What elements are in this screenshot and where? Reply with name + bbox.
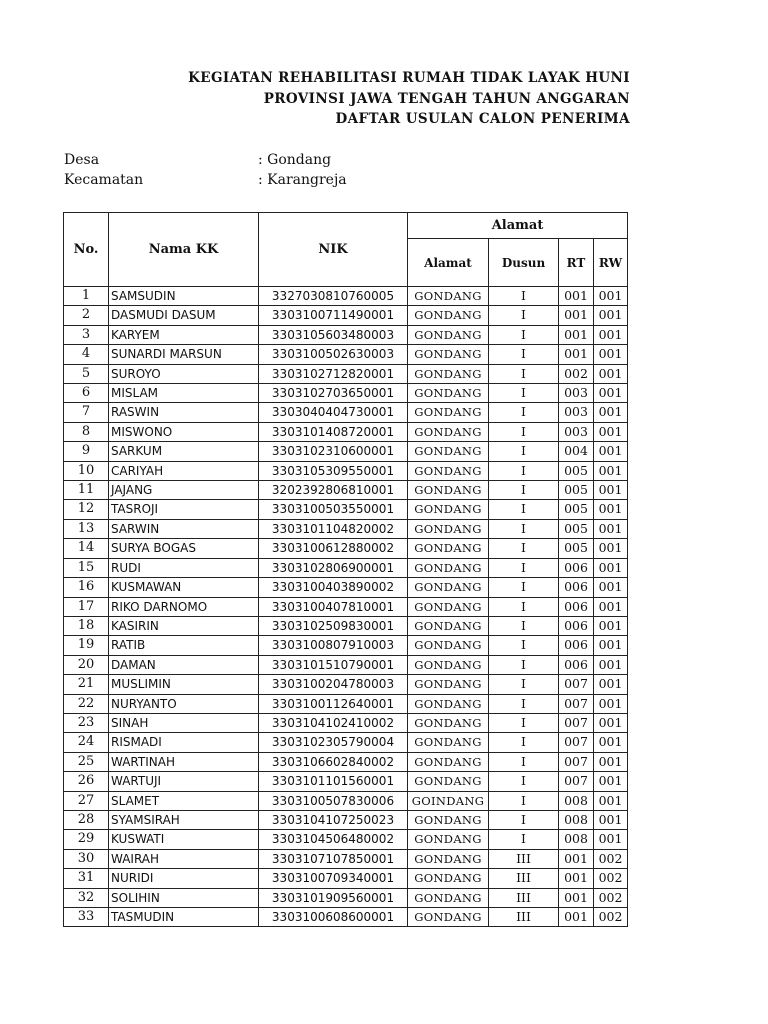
cell-dusun: III	[489, 869, 559, 888]
cell-row-number: 9	[64, 442, 109, 461]
cell-row-number: 12	[64, 500, 109, 519]
cell-alamat: GONDANG	[408, 694, 489, 713]
cell-rt: 001	[559, 888, 594, 907]
table-row	[64, 713, 628, 732]
cell-nama-kk: DAMAN	[109, 655, 259, 674]
cell-dusun: I	[489, 481, 559, 500]
cell-rt: 006	[559, 558, 594, 577]
cell-rt: 007	[559, 675, 594, 694]
table-row	[64, 733, 628, 752]
cell-nik: 3303106602840002	[259, 752, 408, 771]
cell-dusun: I	[489, 287, 559, 306]
cell-alamat: GONDANG	[408, 519, 489, 538]
table-body	[64, 287, 628, 927]
cell-dusun: I	[489, 675, 559, 694]
title-line-2: PROVINSI JAWA TENGAH TAHUN ANGGARAN	[263, 90, 630, 107]
cell-nik: 3303102712820001	[259, 364, 408, 383]
cell-nik: 3303040404730001	[259, 403, 408, 422]
cell-nama-kk: WARTINAH	[109, 752, 259, 771]
cell-row-number: 17	[64, 597, 109, 616]
header-nik: NIK	[259, 213, 408, 287]
cell-row-number: 26	[64, 772, 109, 791]
cell-rt: 001	[559, 908, 594, 927]
cell-alamat: GONDANG	[408, 422, 489, 441]
cell-nik: 3303101510790001	[259, 655, 408, 674]
cell-row-number: 28	[64, 810, 109, 829]
table-row	[64, 655, 628, 674]
title-line-3: DAFTAR USULAN CALON PENERIMA	[335, 111, 630, 127]
cell-row-number: 24	[64, 733, 109, 752]
desa-label: Desa	[64, 152, 100, 168]
cell-nama-kk: KASIRIN	[109, 616, 259, 635]
cell-dusun: I	[489, 364, 559, 383]
cell-rt: 006	[559, 616, 594, 635]
cell-dusun: I	[489, 500, 559, 519]
kecamatan-value: : Karangreja	[258, 172, 347, 188]
cell-rt: 002	[559, 364, 594, 383]
cell-rt: 007	[559, 772, 594, 791]
table-row	[64, 403, 628, 422]
cell-nama-kk: CARIYAH	[109, 461, 259, 480]
cell-rw: 001	[594, 578, 628, 597]
cell-row-number: 3	[64, 325, 109, 344]
cell-rw: 001	[594, 306, 628, 325]
cell-row-number: 29	[64, 830, 109, 849]
cell-rw: 001	[594, 810, 628, 829]
cell-rt: 008	[559, 791, 594, 810]
cell-rw: 001	[594, 597, 628, 616]
cell-dusun: I	[489, 384, 559, 403]
cell-nik: 3303101101560001	[259, 772, 408, 791]
table-row	[64, 616, 628, 635]
cell-rw: 001	[594, 403, 628, 422]
cell-row-number: 10	[64, 461, 109, 480]
cell-dusun: I	[489, 519, 559, 538]
cell-row-number: 31	[64, 869, 109, 888]
cell-dusun: I	[489, 810, 559, 829]
cell-nama-kk: WAIRAH	[109, 849, 259, 868]
cell-alamat: GONDANG	[408, 752, 489, 771]
cell-row-number: 8	[64, 422, 109, 441]
cell-alamat: GOINDANG	[408, 791, 489, 810]
table-row	[64, 287, 628, 306]
cell-rt: 005	[559, 539, 594, 558]
cell-rt: 001	[559, 849, 594, 868]
cell-rt: 005	[559, 519, 594, 538]
cell-nik: 3303100807910003	[259, 636, 408, 655]
table-row	[64, 908, 628, 927]
cell-nik: 3303100403890002	[259, 578, 408, 597]
cell-nama-kk: SLAMET	[109, 791, 259, 810]
cell-dusun: I	[489, 713, 559, 732]
kecamatan-label: Kecamatan	[64, 172, 144, 188]
cell-nama-kk: SUNARDI MARSUN	[109, 345, 259, 364]
cell-rw: 001	[594, 500, 628, 519]
cell-nama-kk: JAJANG	[109, 481, 259, 500]
cell-alamat: GONDANG	[408, 616, 489, 635]
cell-rt: 007	[559, 733, 594, 752]
cell-row-number: 32	[64, 888, 109, 907]
cell-row-number: 16	[64, 578, 109, 597]
cell-alamat: GONDANG	[408, 306, 489, 325]
cell-rt: 001	[559, 306, 594, 325]
cell-dusun: III	[489, 849, 559, 868]
cell-nama-kk: SYAMSIRAH	[109, 810, 259, 829]
cell-nik: 3303100407810001	[259, 597, 408, 616]
cell-row-number: 18	[64, 616, 109, 635]
cell-row-number: 21	[64, 675, 109, 694]
cell-nama-kk: TASROJI	[109, 500, 259, 519]
cell-row-number: 13	[64, 519, 109, 538]
cell-rw: 002	[594, 869, 628, 888]
table-row	[64, 500, 628, 519]
cell-dusun: I	[489, 636, 559, 655]
cell-rw: 001	[594, 830, 628, 849]
cell-rw: 001	[594, 636, 628, 655]
cell-rw: 002	[594, 849, 628, 868]
cell-rw: 001	[594, 733, 628, 752]
cell-row-number: 5	[64, 364, 109, 383]
cell-nama-kk: TASMUDIN	[109, 908, 259, 927]
cell-nik: 3303104506480002	[259, 830, 408, 849]
cell-row-number: 15	[64, 558, 109, 577]
cell-rw: 001	[594, 539, 628, 558]
cell-nama-kk: RISMADI	[109, 733, 259, 752]
cell-alamat: GONDANG	[408, 364, 489, 383]
cell-nik: 3303100112640001	[259, 694, 408, 713]
cell-dusun: I	[489, 752, 559, 771]
cell-dusun: I	[489, 597, 559, 616]
cell-alamat: GONDANG	[408, 636, 489, 655]
table-row	[64, 636, 628, 655]
cell-alamat: GONDANG	[408, 675, 489, 694]
cell-nama-kk: SARKUM	[109, 442, 259, 461]
cell-nama-kk: MISWONO	[109, 422, 259, 441]
cell-alamat: GONDANG	[408, 442, 489, 461]
table-row	[64, 345, 628, 364]
cell-nama-kk: KUSWATI	[109, 830, 259, 849]
cell-alamat: GONDANG	[408, 325, 489, 344]
header-alamat-group: Alamat	[408, 213, 628, 239]
cell-rw: 001	[594, 558, 628, 577]
cell-rt: 004	[559, 442, 594, 461]
cell-row-number: 14	[64, 539, 109, 558]
cell-rt: 005	[559, 461, 594, 480]
cell-row-number: 23	[64, 713, 109, 732]
header-nama-kk: Nama KK	[109, 213, 259, 287]
cell-rw: 001	[594, 442, 628, 461]
cell-rw: 001	[594, 694, 628, 713]
cell-dusun: III	[489, 908, 559, 927]
cell-nik: 3303102509830001	[259, 616, 408, 635]
cell-alamat: GONDANG	[408, 713, 489, 732]
table-row	[64, 597, 628, 616]
cell-nik: 3303107107850001	[259, 849, 408, 868]
cell-row-number: 30	[64, 849, 109, 868]
cell-rt: 003	[559, 422, 594, 441]
cell-alamat: GONDANG	[408, 830, 489, 849]
cell-rt: 006	[559, 655, 594, 674]
cell-nik: 3303100502630003	[259, 345, 408, 364]
cell-alamat: GONDANG	[408, 558, 489, 577]
cell-nama-kk: NURYANTO	[109, 694, 259, 713]
cell-rw: 001	[594, 422, 628, 441]
cell-rw: 001	[594, 519, 628, 538]
cell-nik: 3303104102410002	[259, 713, 408, 732]
cell-dusun: I	[489, 772, 559, 791]
cell-nama-kk: SAMSUDIN	[109, 287, 259, 306]
cell-alamat: GONDANG	[408, 597, 489, 616]
cell-alamat: GONDANG	[408, 500, 489, 519]
cell-alamat: GONDANG	[408, 733, 489, 752]
cell-dusun: I	[489, 461, 559, 480]
table-row	[64, 422, 628, 441]
cell-row-number: 11	[64, 481, 109, 500]
cell-rw: 001	[594, 481, 628, 500]
cell-dusun: I	[489, 306, 559, 325]
cell-rw: 002	[594, 888, 628, 907]
cell-dusun: I	[489, 655, 559, 674]
table-row	[64, 306, 628, 325]
cell-rt: 006	[559, 636, 594, 655]
cell-rw: 001	[594, 325, 628, 344]
table-row	[64, 810, 628, 829]
cell-nik: 3303100711490001	[259, 306, 408, 325]
table-row	[64, 830, 628, 849]
cell-nik: 3303100612880002	[259, 539, 408, 558]
cell-dusun: I	[489, 345, 559, 364]
cell-nik: 3327030810760005	[259, 287, 408, 306]
cell-row-number: 20	[64, 655, 109, 674]
cell-rt: 007	[559, 752, 594, 771]
cell-alamat: GONDANG	[408, 461, 489, 480]
cell-row-number: 33	[64, 908, 109, 927]
cell-row-number: 25	[64, 752, 109, 771]
cell-nik: 3303100507830006	[259, 791, 408, 810]
cell-nik: 3202392806810001	[259, 481, 408, 500]
cell-alamat: GONDANG	[408, 578, 489, 597]
cell-alamat: GONDANG	[408, 849, 489, 868]
cell-dusun: I	[489, 403, 559, 422]
cell-nik: 3303104107250023	[259, 810, 408, 829]
header-no: No.	[64, 213, 109, 287]
table-row	[64, 539, 628, 558]
cell-rt: 006	[559, 597, 594, 616]
table-row	[64, 791, 628, 810]
cell-nik: 3303101104820002	[259, 519, 408, 538]
table-row	[64, 752, 628, 771]
cell-alamat: GONDANG	[408, 345, 489, 364]
header-alamat: Alamat	[408, 239, 489, 287]
desa-value: : Gondang	[258, 152, 332, 168]
table-row	[64, 461, 628, 480]
document-title-block	[0, 68, 630, 130]
cell-alamat: GONDANG	[408, 810, 489, 829]
table-row	[64, 578, 628, 597]
cell-rw: 002	[594, 908, 628, 927]
cell-rw: 001	[594, 384, 628, 403]
table-row	[64, 675, 628, 694]
cell-rt: 003	[559, 384, 594, 403]
cell-dusun: I	[489, 422, 559, 441]
cell-rt: 008	[559, 830, 594, 849]
cell-nama-kk: DASMUDI DASUM	[109, 306, 259, 325]
cell-rw: 001	[594, 791, 628, 810]
cell-rt: 005	[559, 481, 594, 500]
cell-nama-kk: SOLIHIN	[109, 888, 259, 907]
cell-dusun: I	[489, 694, 559, 713]
cell-nik: 3303102806900001	[259, 558, 408, 577]
cell-dusun: I	[489, 442, 559, 461]
cell-rt: 001	[559, 345, 594, 364]
cell-rw: 001	[594, 461, 628, 480]
table-row	[64, 694, 628, 713]
cell-nama-kk: SURYA BOGAS	[109, 539, 259, 558]
cell-rw: 001	[594, 752, 628, 771]
title-line-1: KEGIATAN REHABILITASI RUMAH TIDAK LAYAK HUNI	[188, 70, 630, 86]
cell-nama-kk: RUDI	[109, 558, 259, 577]
cell-rw: 001	[594, 616, 628, 635]
cell-alamat: GONDANG	[408, 888, 489, 907]
cell-nama-kk: SARWIN	[109, 519, 259, 538]
cell-nik: 3303100204780003	[259, 675, 408, 694]
cell-nama-kk: RIKO DARNOMO	[109, 597, 259, 616]
cell-nik: 3303100608600001	[259, 908, 408, 927]
cell-alamat: GONDANG	[408, 869, 489, 888]
cell-nama-kk: MISLAM	[109, 384, 259, 403]
cell-nik: 3303101408720001	[259, 422, 408, 441]
table-row	[64, 519, 628, 538]
cell-nik: 3303102310600001	[259, 442, 408, 461]
cell-alamat: GONDANG	[408, 384, 489, 403]
cell-alamat: GONDANG	[408, 908, 489, 927]
cell-dusun: I	[489, 325, 559, 344]
cell-nama-kk: KARYEM	[109, 325, 259, 344]
cell-row-number: 1	[64, 287, 109, 306]
cell-alamat: GONDANG	[408, 772, 489, 791]
cell-nama-kk: NURIDI	[109, 869, 259, 888]
cell-dusun: I	[489, 830, 559, 849]
table-row	[64, 384, 628, 403]
cell-rt: 007	[559, 713, 594, 732]
header-rw: RW	[594, 239, 628, 287]
cell-nama-kk: SINAH	[109, 713, 259, 732]
cell-rt: 006	[559, 578, 594, 597]
cell-nik: 3303101909560001	[259, 888, 408, 907]
cell-row-number: 27	[64, 791, 109, 810]
cell-rt: 001	[559, 287, 594, 306]
cell-alamat: GONDANG	[408, 403, 489, 422]
table-row	[64, 481, 628, 500]
cell-alamat: GONDANG	[408, 481, 489, 500]
cell-nama-kk: MUSLIMIN	[109, 675, 259, 694]
cell-row-number: 19	[64, 636, 109, 655]
cell-rw: 001	[594, 345, 628, 364]
cell-nama-kk: RASWIN	[109, 403, 259, 422]
cell-dusun: I	[489, 616, 559, 635]
cell-dusun: I	[489, 539, 559, 558]
cell-nik: 3303100709340001	[259, 869, 408, 888]
cell-rw: 001	[594, 364, 628, 383]
table-row	[64, 364, 628, 383]
cell-rt: 005	[559, 500, 594, 519]
cell-dusun: III	[489, 888, 559, 907]
table-row	[64, 849, 628, 868]
cell-nik: 3303102305790004	[259, 733, 408, 752]
cell-nik: 3303105309550001	[259, 461, 408, 480]
table-row	[64, 442, 628, 461]
cell-rw: 001	[594, 287, 628, 306]
cell-nama-kk: WARTUJI	[109, 772, 259, 791]
beneficiary-table	[63, 212, 628, 927]
cell-alamat: GONDANG	[408, 655, 489, 674]
cell-nama-kk: RATIB	[109, 636, 259, 655]
cell-rw: 001	[594, 655, 628, 674]
cell-rw: 001	[594, 675, 628, 694]
cell-row-number: 22	[64, 694, 109, 713]
table-row	[64, 325, 628, 344]
cell-row-number: 2	[64, 306, 109, 325]
header-dusun: Dusun	[489, 239, 559, 287]
cell-row-number: 6	[64, 384, 109, 403]
cell-rt: 001	[559, 325, 594, 344]
table-row	[64, 888, 628, 907]
cell-rt: 003	[559, 403, 594, 422]
cell-nama-kk: KUSMAWAN	[109, 578, 259, 597]
cell-rt: 008	[559, 810, 594, 829]
cell-row-number: 7	[64, 403, 109, 422]
cell-nama-kk: SUROYO	[109, 364, 259, 383]
table-row	[64, 869, 628, 888]
cell-dusun: I	[489, 733, 559, 752]
cell-rt: 001	[559, 869, 594, 888]
header-rt: RT	[559, 239, 594, 287]
table-row	[64, 772, 628, 791]
cell-rw: 001	[594, 713, 628, 732]
cell-alamat: GONDANG	[408, 287, 489, 306]
cell-dusun: I	[489, 578, 559, 597]
cell-nik: 3303102703650001	[259, 384, 408, 403]
cell-nik: 3303100503550001	[259, 500, 408, 519]
cell-rt: 007	[559, 694, 594, 713]
cell-dusun: I	[489, 791, 559, 810]
cell-alamat: GONDANG	[408, 539, 489, 558]
cell-row-number: 4	[64, 345, 109, 364]
cell-dusun: I	[489, 558, 559, 577]
table-row	[64, 558, 628, 577]
cell-rw: 001	[594, 772, 628, 791]
cell-nik: 3303105603480003	[259, 325, 408, 344]
